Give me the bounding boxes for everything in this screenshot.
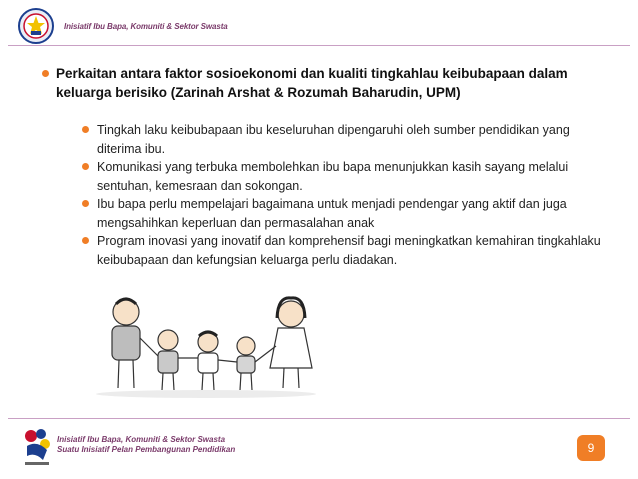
bullet-text: Ibu bapa perlu mempelajari bagaimana untuk menjadi pendengar yang aktif dan juga mengsahihkan keperluan dan permasalahan anak xyxy=(97,197,567,230)
list-item xyxy=(97,158,617,195)
footer-divider xyxy=(8,418,630,419)
bullet-list xyxy=(97,121,617,269)
bullet-icon xyxy=(82,126,89,133)
bullet-icon xyxy=(82,237,89,244)
bullet-text: Program inovasi yang inovatif dan komprehensif bagi meningkatkan kemahiran tingkahlaku keibubapaan dan kefungsian keluarga perlu diadakan. xyxy=(97,234,601,267)
bullet-text: Tingkah laku keibubapaan ibu keseluruhan dipengaruhi oleh sumber pendidikan yang diterima ibu. xyxy=(97,123,570,156)
header-title: Inisiatif Ibu Bapa, Komuniti & Sektor Swasta xyxy=(64,22,228,31)
bullet-text: Komunikasi yang terbuka membolehkan ibu bapa menunjukkan kasih sayang melalui sentuhan, kemesraan dan sokongan. xyxy=(97,160,569,193)
ministry-crest-icon xyxy=(17,7,55,45)
bullet-icon xyxy=(82,200,89,207)
list-item xyxy=(97,232,617,269)
list-item xyxy=(97,195,617,232)
slide-heading xyxy=(56,64,616,102)
list-item xyxy=(97,121,617,158)
heading-bullet-icon xyxy=(42,70,49,77)
family-illustration-icon xyxy=(86,290,326,400)
footer-text xyxy=(57,435,235,455)
footer-line-1: Inisiatif Ibu Bapa, Komuniti & Sektor Swasta xyxy=(57,435,226,444)
ppp-logo-icon xyxy=(21,426,53,468)
footer-line-2: Suatu Inisiatif Pelan Pembangunan Pendidikan xyxy=(57,445,236,454)
header-divider xyxy=(8,45,630,46)
heading-text: Perkaitan antara faktor sosioekonomi dan kualiti tingkahlau keibubapaan dalam keluarga berisiko (Zarinah Arshat & Rozumah Baharudin, UPM) xyxy=(56,66,568,100)
bullet-icon xyxy=(82,163,89,170)
page-number: 9 xyxy=(577,435,605,461)
